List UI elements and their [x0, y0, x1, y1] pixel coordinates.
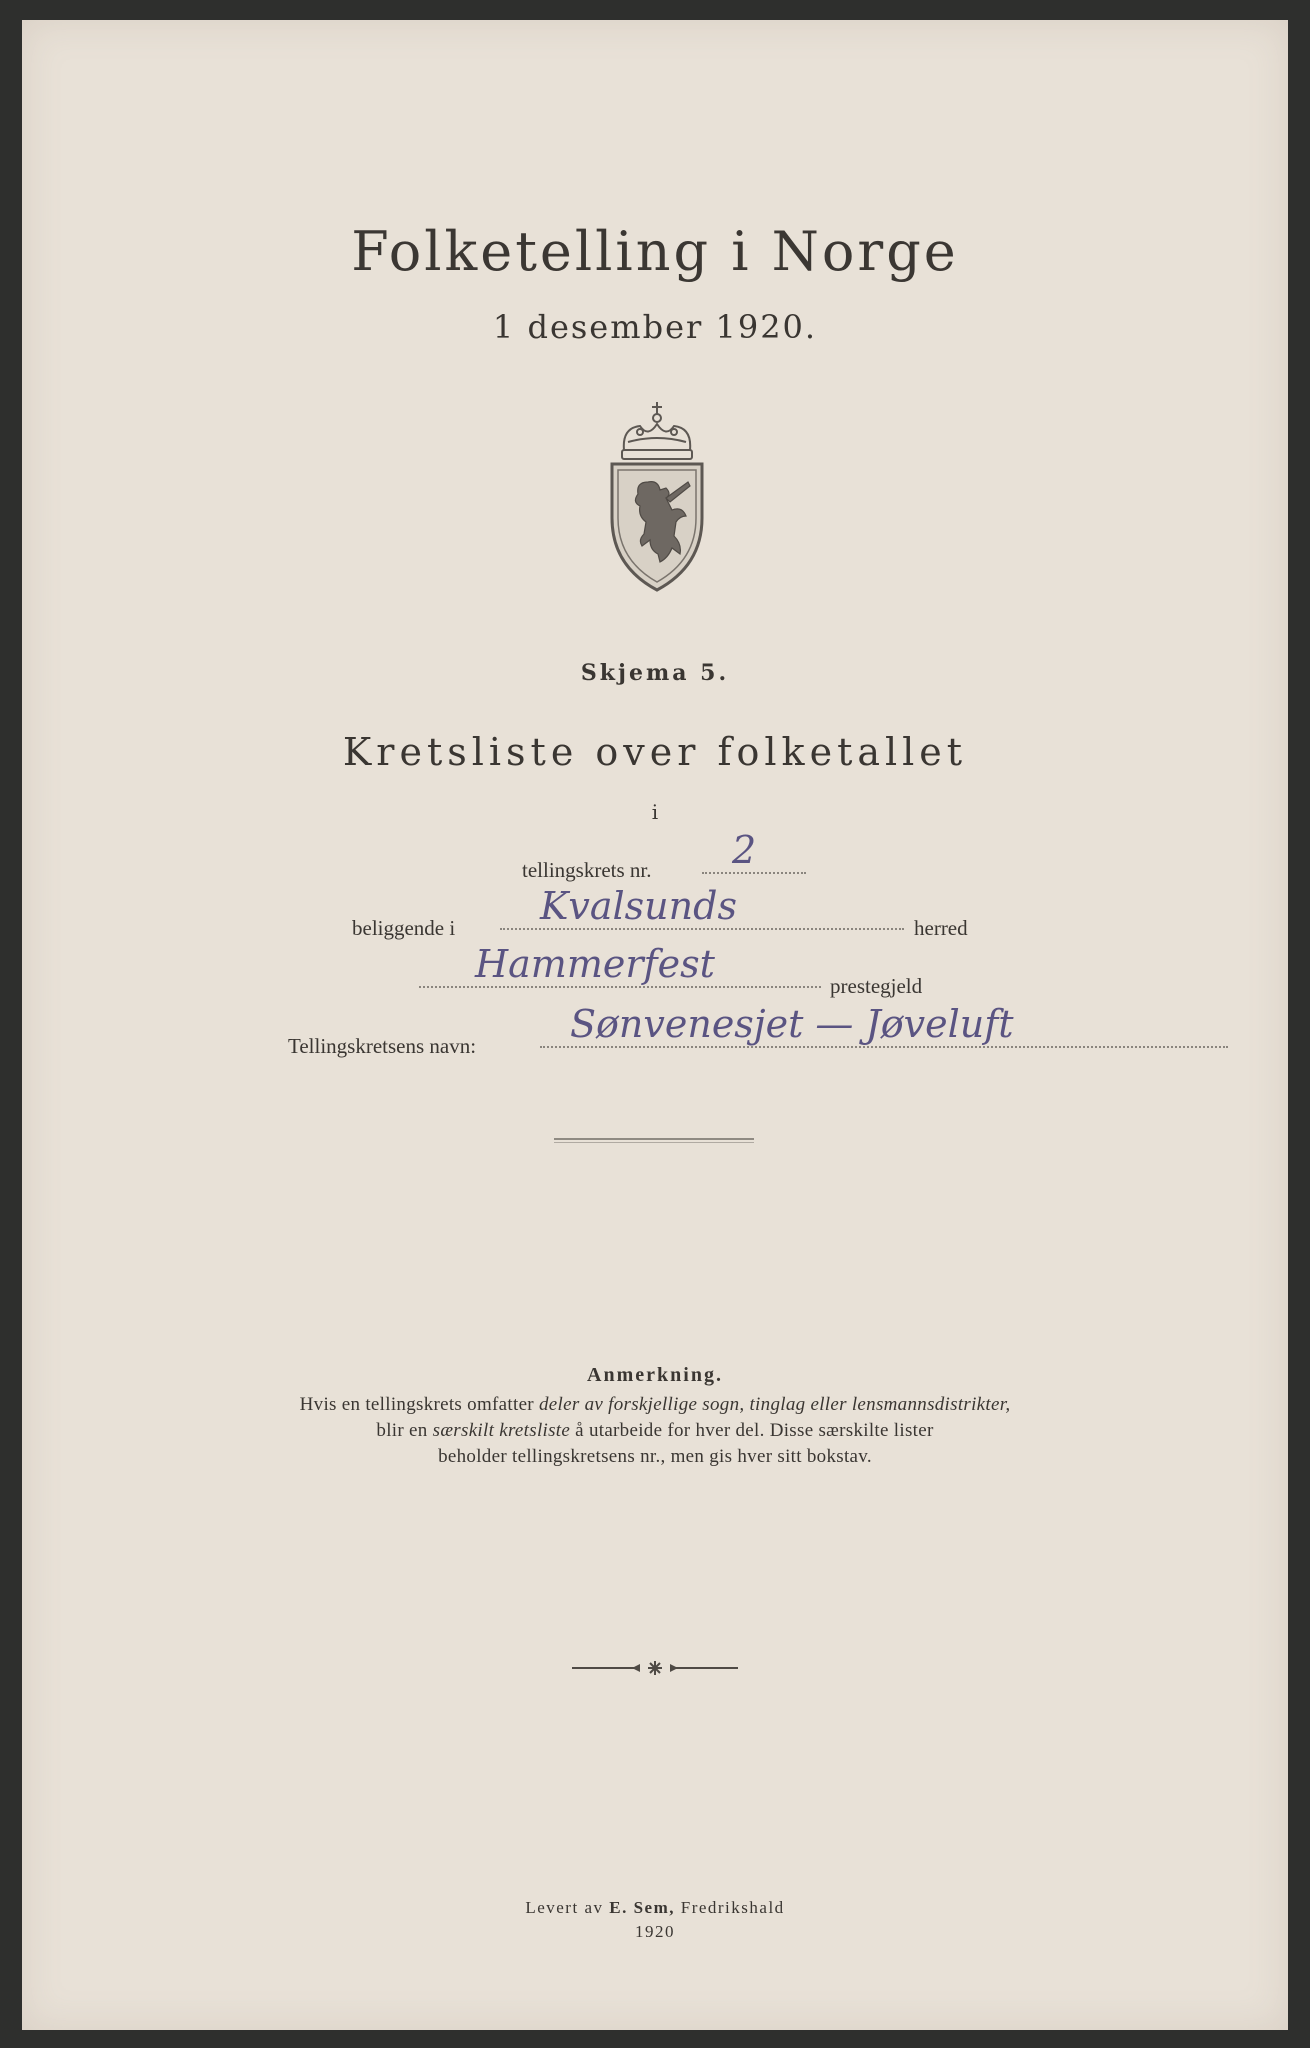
krets-name-label: Tellingskretsens navn:	[288, 1034, 477, 1058]
document-title: Folketelling i Norge	[351, 220, 959, 283]
census-form-page	[22, 20, 1288, 2030]
list-title: Kretsliste over folketallet	[342, 730, 968, 774]
krets-number-field[interactable]: 2	[702, 830, 806, 874]
note-line-1	[22, 1394, 1288, 1416]
note-text: blir en	[376, 1420, 433, 1441]
note-heading: Anmerkning.	[587, 1364, 723, 1386]
norwegian-coat-of-arms-icon	[602, 398, 712, 594]
herred-label: herred	[914, 916, 968, 940]
document-date: 1 desember 1920.	[492, 308, 818, 346]
herred-field[interactable]: Kvalsunds	[500, 886, 904, 930]
schema-number: Skjema 5.	[580, 660, 730, 686]
beliggende-label: beliggende i	[352, 916, 456, 940]
section-divider	[554, 1138, 754, 1143]
list-preposition: i	[651, 800, 659, 824]
note-emphasis: særskilt kretsliste	[432, 1420, 571, 1441]
printer-line	[22, 1898, 1288, 1918]
prestegjeld-label: prestegjeld	[830, 974, 923, 998]
prestegjeld-field[interactable]: Hammerfest	[419, 944, 821, 988]
printer-place: Fredrikshald	[674, 1898, 785, 1917]
krets-label: tellingskrets nr.	[522, 858, 652, 882]
printer-prefix: Levert av	[525, 1898, 610, 1917]
note-text: å utarbeide for hver del. Disse særskilte lister	[570, 1420, 934, 1441]
printer-name: E. Sem,	[609, 1898, 675, 1917]
note-line-3: beholder tellingskretsens nr., men gis hver sitt bokstav.	[438, 1446, 872, 1467]
note-emphasis: deler av forskjellige sogn, tinglag eller lensmannsdistrikter,	[538, 1394, 1011, 1415]
note-line-2	[22, 1420, 1288, 1442]
print-year: 1920	[635, 1922, 675, 1941]
note-text: Hvis en tellingskrets omfatter	[299, 1394, 539, 1415]
ornament-divider-icon	[572, 1660, 738, 1676]
krets-name-field[interactable]: Sønvenesjet — Jøveluft	[540, 1004, 1228, 1048]
